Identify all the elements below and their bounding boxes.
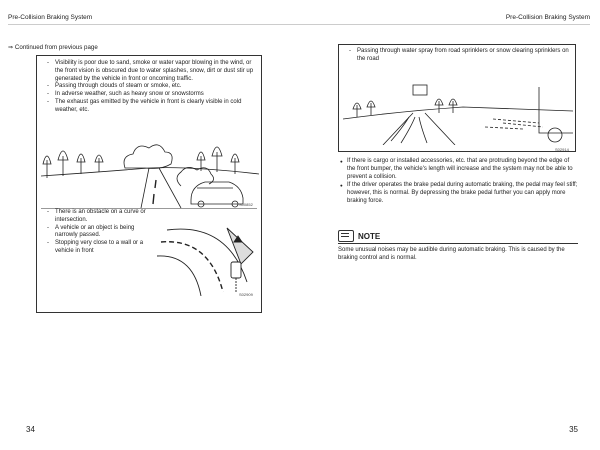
- conditions-list: [47, 60, 255, 115]
- poor-visibility-illustration: [41, 138, 259, 208]
- caution-bullets: [340, 158, 578, 207]
- conditions-list-2: [47, 209, 151, 256]
- bullet-item: ● If there is cargo or installed accessories, etc. that are protruding beyond the edge of the front bumper, the vehicle's length will increase and the system may not be able to prevent a collision.: [340, 158, 578, 181]
- condition-item: - A vehicle or an object is being narrowly passed.: [47, 225, 151, 241]
- note-header: [338, 230, 578, 244]
- note-label: NOTE: [358, 231, 381, 241]
- condition-item: - Visibility is poor due to sand, smoke or water vapor blowing in the wind, or the front vision is obscured due to water splashes, snow, dirt or dust stir up generated by the vehicle in front or oncoming traffic.: [47, 60, 255, 83]
- note-icon: [338, 230, 354, 242]
- figure1-code: S00852: [239, 202, 253, 207]
- right-page-header: Pre-Collision Braking System: [505, 14, 590, 21]
- right-conditions-box: [338, 44, 576, 152]
- left-conditions-box: [36, 55, 262, 313]
- right-figure-code: S02914: [555, 147, 569, 152]
- curve-obstacle-illustration: [157, 212, 257, 296]
- right-conditions-list: [349, 48, 569, 64]
- condition-item: - Passing through water spray from road sprinklers or snow clearing sprinklers on the road: [349, 48, 569, 64]
- right-page-number: 35: [569, 425, 578, 434]
- condition-item: - Stopping very close to a wall or a vehicle in front: [47, 240, 151, 256]
- header-divider: [8, 24, 590, 25]
- continued-from-previous: ⇒ Continued from previous page: [8, 44, 98, 51]
- left-page-header: Pre-Collision Braking System: [8, 14, 93, 21]
- condition-item: - Passing through clouds of steam or smoke, etc.: [47, 83, 255, 91]
- note-text: Some unusual noises may be audible during automatic braking. This is caused by the braking control and is normal.: [338, 247, 565, 261]
- note-section: [338, 230, 578, 263]
- condition-item: - The exhaust gas emitted by the vehicle in front is clearly visible in cold weather, etc.: [47, 99, 255, 115]
- bullet-item: ● If the driver operates the brake pedal during automatic braking, the pedal may feel stiff; however, this is normal. By depressing the brake pedal further you can apply more braking force.: [340, 182, 578, 205]
- water-spray-illustration: [343, 67, 573, 145]
- condition-item: - In adverse weather, such as heavy snow or snowstorms: [47, 91, 255, 99]
- left-page-number: 34: [26, 425, 35, 434]
- figure2-code: S02909: [239, 292, 253, 297]
- condition-item: - There is an obstacle on a curve or intersection.: [47, 209, 151, 225]
